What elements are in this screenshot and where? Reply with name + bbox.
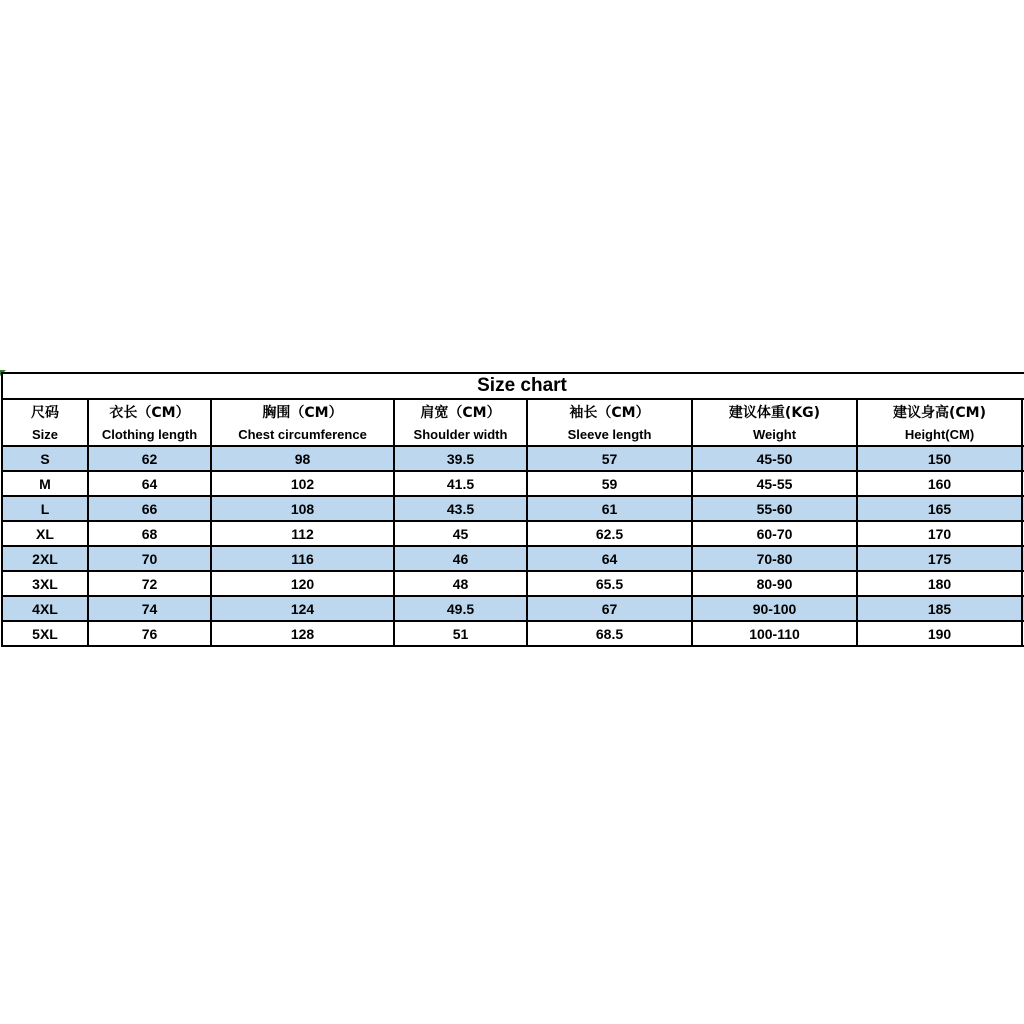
weight-cell: 55-60 [692,496,857,521]
clothing-length-cell: 62 [88,446,211,471]
header-zh-chest: 胸围（CM） [211,399,394,423]
title-row [2,373,1024,399]
chest-cell: 116 [211,546,394,571]
clothing-length-cell: 72 [88,571,211,596]
header-en-height: Height(CM) [857,423,1022,446]
clothing-length-cell: 66 [88,496,211,521]
header-zh-clothing-length: 衣长（CM） [88,399,211,423]
header-en-chest: Chest circumference [211,423,394,446]
shoulder-cell: 49.5 [394,596,527,621]
size-cell: 2XL [2,546,88,571]
table-row [2,521,1024,546]
height-cell: 170 [857,521,1022,546]
clothing-length-cell: 70 [88,546,211,571]
table-row [2,471,1024,496]
height-cell: 175 [857,546,1022,571]
table-row [2,571,1024,596]
chest-cell: 112 [211,521,394,546]
height-cell: 165 [857,496,1022,521]
chest-cell: 120 [211,571,394,596]
height-cell: 180 [857,571,1022,596]
table-row [2,621,1024,646]
weight-cell: 90-100 [692,596,857,621]
chest-cell: 128 [211,621,394,646]
chest-cell: 108 [211,496,394,521]
table-row [2,446,1024,471]
size-cell: M [2,471,88,496]
size-cell: 4XL [2,596,88,621]
header-row-chinese [2,399,1024,423]
shoulder-cell: 43.5 [394,496,527,521]
sleeve-cell: 64 [527,546,692,571]
sleeve-cell: 62.5 [527,521,692,546]
clothing-length-cell: 74 [88,596,211,621]
header-en-size: Size [2,423,88,446]
header-en-sleeve: Sleeve length [527,423,692,446]
header-en-shoulder: Shoulder width [394,423,527,446]
size-cell: L [2,496,88,521]
table-title: Size chart [2,373,1024,399]
chest-cell: 98 [211,446,394,471]
table-row [2,546,1024,571]
weight-cell: 45-55 [692,471,857,496]
height-cell: 160 [857,471,1022,496]
shoulder-cell: 41.5 [394,471,527,496]
sleeve-cell: 57 [527,446,692,471]
shoulder-cell: 39.5 [394,446,527,471]
header-row-english [2,423,1024,446]
sleeve-cell: 67 [527,596,692,621]
size-cell: 3XL [2,571,88,596]
sleeve-cell: 65.5 [527,571,692,596]
height-cell: 150 [857,446,1022,471]
shoulder-cell: 45 [394,521,527,546]
sleeve-cell: 61 [527,496,692,521]
header-zh-height: 建议身高(CM) [857,399,1022,423]
weight-cell: 80-90 [692,571,857,596]
weight-cell: 70-80 [692,546,857,571]
size-cell: XL [2,521,88,546]
size-chart-sheet [0,370,1024,657]
header-zh-weight: 建议体重(KG) [692,399,857,423]
clothing-length-cell: 76 [88,621,211,646]
table-row [2,596,1024,621]
weight-cell: 60-70 [692,521,857,546]
chest-cell: 124 [211,596,394,621]
shoulder-cell: 46 [394,546,527,571]
shoulder-cell: 48 [394,571,527,596]
size-cell: 5XL [2,621,88,646]
sleeve-cell: 59 [527,471,692,496]
header-en-clothing-length: Clothing length [88,423,211,446]
height-cell: 185 [857,596,1022,621]
size-cell: S [2,446,88,471]
sleeve-cell: 68.5 [527,621,692,646]
header-en-weight: Weight [692,423,857,446]
header-zh-sleeve: 袖长（CM） [527,399,692,423]
shoulder-cell: 51 [394,621,527,646]
clothing-length-cell: 68 [88,521,211,546]
size-chart-table [1,372,1024,647]
chest-cell: 102 [211,471,394,496]
height-cell: 190 [857,621,1022,646]
weight-cell: 45-50 [692,446,857,471]
table-row [2,496,1024,521]
clothing-length-cell: 64 [88,471,211,496]
header-zh-size: 尺码 [2,399,88,423]
weight-cell: 100-110 [692,621,857,646]
header-zh-shoulder: 肩宽（CM） [394,399,527,423]
